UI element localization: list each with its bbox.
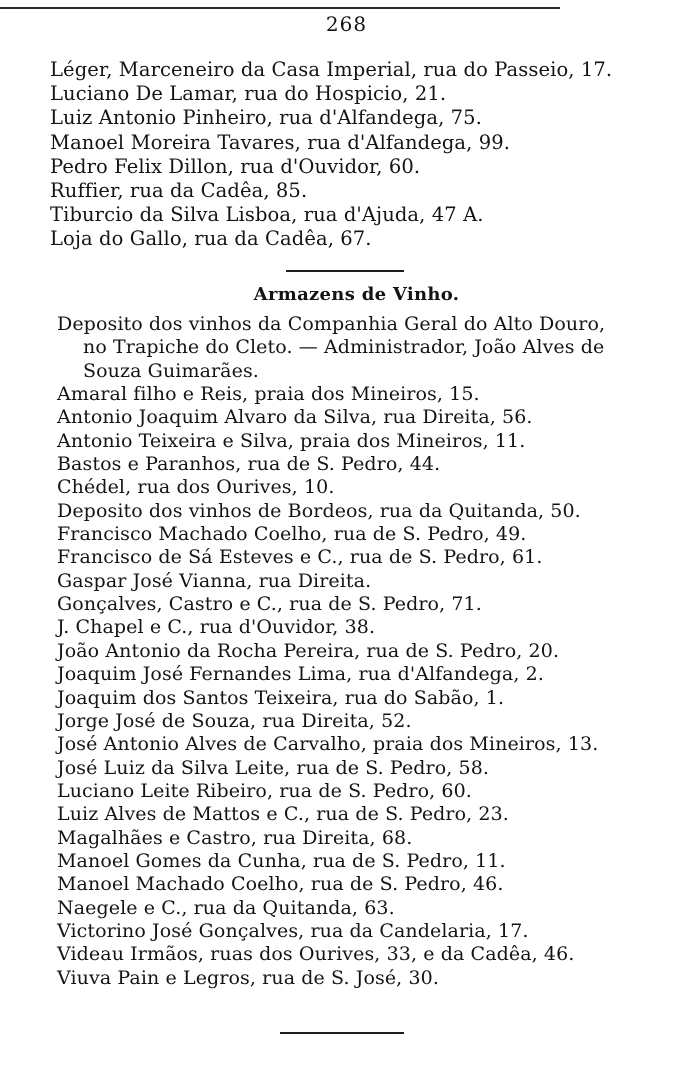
list-item: Amaral filho e Reis, praia dos Mineiros, 15. (57, 383, 480, 406)
list-item: Pedro Felix Dillon, rua d'Ouvidor, 60. (50, 154, 421, 178)
list-item: Luiz Alves de Mattos e C., rua de S. Pedro, 23. (57, 803, 509, 826)
list-item: Chédel, rua dos Ourives, 10. (57, 476, 335, 499)
entry-line: Souza Guimarães. (83, 359, 259, 382)
section-end-divider (280, 1032, 404, 1034)
list-item: J. Chapel e C., rua d'Ouvidor, 38. (57, 616, 376, 639)
list-item: Magalhães e Castro, rua Direita, 68. (57, 826, 413, 849)
wine-list (57, 313, 687, 990)
list-item: Manoel Machado Coelho, rua de S. Pedro, 46. (57, 873, 504, 896)
list-item: Antonio Teixeira e Silva, praia dos Mineiros, 11. (57, 429, 526, 452)
list-item: Naegele e C., rua da Quitanda, 63. (57, 896, 395, 919)
list-item: Léger, Marceneiro da Casa Imperial, rua do Passeio, 17. (50, 58, 613, 81)
list-item: Victorino José Gonçalves, rua da Candelaria, 17. (57, 919, 529, 942)
section-divider (286, 270, 404, 272)
list-item: Loja do Gallo, rua da Cadêa, 67. (50, 227, 372, 251)
list-item: Gaspar José Vianna, rua Direita. (57, 569, 372, 592)
list-item: Luciano Leite Ribeiro, rua de S. Pedro, 60. (57, 779, 472, 802)
list-item: Viuva Pain e Legros, rua de S. José, 30. (57, 966, 439, 989)
top-rule (0, 7, 560, 9)
list-item: João Antonio da Rocha Pereira, rua de S. Pedro, 20. (57, 639, 560, 662)
section-heading: Armazens de Vinho. (253, 284, 460, 305)
list-item: Bastos e Paranhos, rua de S. Pedro, 44. (57, 453, 441, 476)
first-list (50, 58, 680, 252)
list-item: Francisco Machado Coelho, rua de S. Pedro, 49. (57, 523, 527, 546)
list-item: Deposito dos vinhos de Bordeos, rua da Quitanda, 50. (57, 499, 581, 522)
list-item: Joaquim José Fernandes Lima, rua d'Alfandega, 2. (57, 663, 544, 686)
list-item: José Luiz da Silva Leite, rua de S. Pedro, 58. (57, 756, 490, 779)
list-item: Joaquim dos Santos Teixeira, rua do Sabão, 1. (57, 686, 505, 709)
list-item: Manoel Gomes da Cunha, rua de S. Pedro, 11. (57, 849, 506, 872)
list-item: Gonçalves, Castro e C., rua de S. Pedro, 71. (57, 593, 482, 616)
list-item: Luciano De Lamar, rua do Hospicio, 21. (50, 82, 447, 106)
page-number: 268 (325, 12, 368, 36)
list-item: Tiburcio da Silva Lisboa, rua d'Ajuda, 47 A. (50, 203, 484, 227)
list-item: Antonio Joaquim Alvaro da Silva, rua Direita, 56. (57, 406, 533, 429)
list-item: José Antonio Alves de Carvalho, praia dos Mineiros, 13. (57, 733, 599, 756)
list-item: Manoel Moreira Tavares, rua d'Alfandega, 99. (50, 130, 511, 154)
list-item-multiline (57, 313, 687, 383)
list-item: Francisco de Sá Esteves e C., rua de S. Pedro, 61. (57, 546, 543, 569)
list-item: Luiz Antonio Pinheiro, rua d'Alfandega, 75. (50, 106, 482, 130)
entry-line: no Trapiche do Cleto. — Administrador, João Alves de (83, 336, 605, 359)
entry-line: Deposito dos vinhos da Companhia Geral do Alto Douro, (57, 313, 606, 335)
list-item: Jorge José de Souza, rua Direita, 52. (57, 709, 412, 732)
list-item: Videau Irmãos, ruas dos Ourives, 33, e da Cadêa, 46. (57, 943, 575, 966)
list-item: Ruffier, rua da Cadêa, 85. (50, 179, 308, 203)
